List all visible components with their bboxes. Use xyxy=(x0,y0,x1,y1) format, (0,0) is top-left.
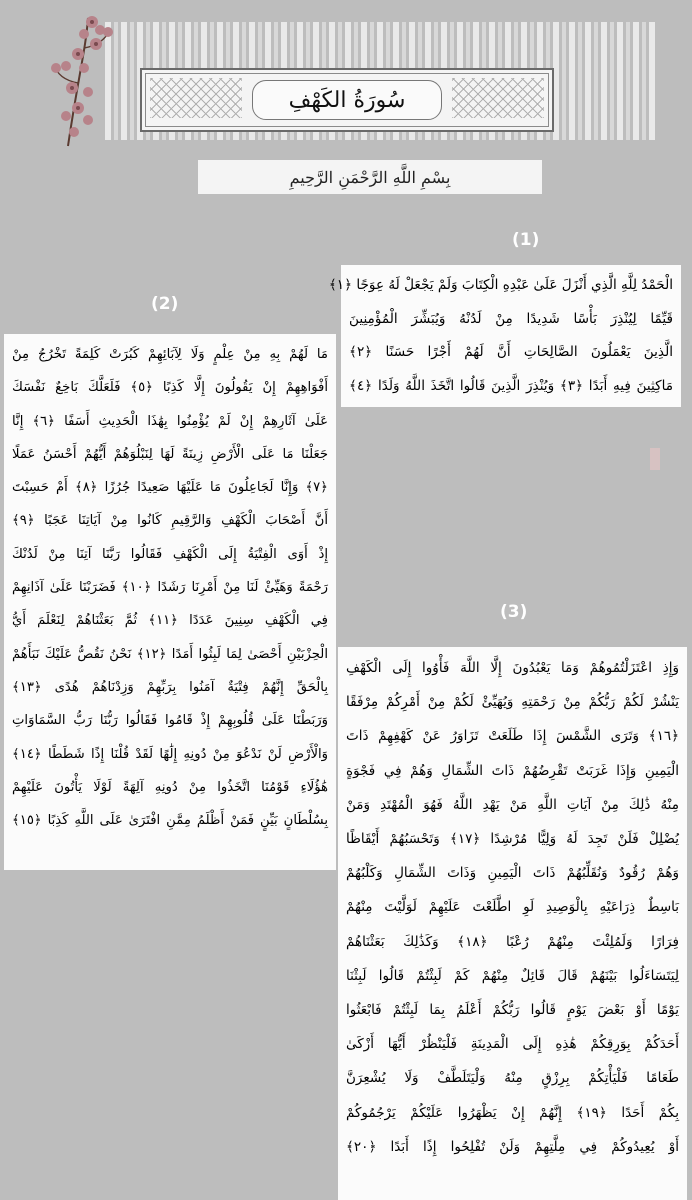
verse-line: بِكُمْ أَحَدًا ﴿١٩﴾ إِنَّهُمْ إِنْ يَظْهَرُوا عَلَيْكُمْ يَرْجُمُوكُمْ xyxy=(346,1104,679,1121)
verse-line: لِيَتَسَاءَلُوا بَيْنَهُمْ قَالَ قَائِلٌ مِنْهُمْ كَمْ لَبِثْتُمْ قَالُوا لَبِثْنَا xyxy=(346,967,679,984)
surah-title-frame xyxy=(140,68,554,132)
verse-line: طَعَامًا فَلْيَأْتِكُمْ بِرِزْقٍ مِنْهُ وَلْيَتَلَطَّفْ وَلَا يُشْعِرَنَّ xyxy=(346,1070,679,1087)
verses-panel-3 xyxy=(338,647,687,1200)
verse-line: مَا لَهُمْ بِهِ مِنْ عِلْمٍ وَلَا لِآبَائِهِمْ كَبُرَتْ كَلِمَةً تَخْرُجُ مِنْ xyxy=(12,347,328,362)
verse-line: وَهُمْ رُقُودٌ وَنُقَلِّبُهُمْ ذَاتَ الْيَمِينِ وَذَاتَ الشِّمَالِ وَكَلْبُهُمْ xyxy=(346,865,679,882)
verse-line: يَوْمًا أَوْ بَعْضَ يَوْمٍ قَالُوا رَبُّكُمْ أَعْلَمُ بِمَا لَبِثْتُمْ فَابْعَثُوا xyxy=(346,1002,679,1019)
verse-line: رَحْمَةً وَهَيِّئْ لَنَا مِنْ أَمْرِنَا رَشَدًا ﴿١٠﴾ فَضَرَبْنَا عَلَىٰ آذَانِهِمْ xyxy=(12,580,328,596)
verse-line: بِسُلْطَانٍ بَيِّنٍ فَمَنْ أَظْلَمُ مِمَّنِ افْتَرَىٰ عَلَى اللَّهِ كَذِبًا ﴿١٥﴾ xyxy=(12,813,328,829)
verse-line: ﴿٧﴾ وَإِنَّا لَجَاعِلُونَ مَا عَلَيْهَا صَعِيدًا جُرُزًا ﴿٨﴾ أَمْ حَسِبْتَ xyxy=(12,480,328,496)
verse-line: عَلَىٰ آثَارِهِمْ إِنْ لَمْ يُؤْمِنُوا بِهَٰذَا الْحَدِيثِ أَسَفًا ﴿٦﴾ إِنَّا xyxy=(12,413,328,429)
verse-line: الَّذِينَ يَعْمَلُونَ الصَّالِحَاتِ أَنَّ لَهُمْ أَجْرًا حَسَنًا ﴿٢﴾ xyxy=(349,344,673,360)
surah-title: سُورَةُ الكَهْفِ xyxy=(252,80,442,120)
verses-panel-1 xyxy=(328,265,681,407)
panel-label-1: (1) xyxy=(512,230,540,250)
verse-line: وَرَبَطْنَا عَلَىٰ قُلُوبِهِمْ إِذْ قَامُوا فَقَالُوا رَبُّنَا رَبُّ السَّمَاوَاتِ xyxy=(12,713,328,729)
flower-branch-icon xyxy=(48,8,118,148)
verse-line: مَاكِثِينَ فِيهِ أَبَدًا ﴿٣﴾ وَيُنْذِرَ الَّذِينَ قَالُوا اتَّخَذَ اللَّهُ وَلَدًا ﴿٤﴾ xyxy=(349,377,673,394)
basmala: بِسْمِ اللَّهِ الرَّحْمَنِ الرَّحِيمِ xyxy=(198,160,542,194)
panel-label-3: (3) xyxy=(500,602,528,622)
verse-line: جَعَلْنَا مَا عَلَى الْأَرْضِ زِينَةً لَهَا لِنَبْلُوَهُمْ أَيُّهُمْ أَحْسَنُ عَمَلًا xyxy=(12,446,328,462)
verse-line: الْحِزْبَيْنِ أَحْصَىٰ لِمَا لَبِثُوا أَمَدًا ﴿١٢﴾ نَحْنُ نَقُصُّ عَلَيْكَ نَبَأَهُمْ xyxy=(12,646,328,662)
verses-panel-2 xyxy=(4,334,336,870)
verse-line: أَوْ يُعِيدُوكُمْ فِي مِلَّتِهِمْ وَلَنْ تُفْلِحُوا إِذًا أَبَدًا ﴿٢٠﴾ xyxy=(346,1138,679,1155)
verse-line: فِي الْكَهْفِ سِنِينَ عَدَدًا ﴿١١﴾ ثُمَّ بَعَثْنَاهُمْ لِنَعْلَمَ أَيُّ xyxy=(12,613,328,629)
verse-line: قَيِّمًا لِيُنْذِرَ بَأْسًا شَدِيدًا مِنْ لَدُنْهُ وَيُبَشِّرَ الْمُؤْمِنِينَ xyxy=(349,310,673,327)
verse-line: مِنْهُ ذَٰلِكَ مِنْ آيَاتِ اللَّهِ مَنْ يَهْدِ اللَّهُ فَهُوَ الْمُهْتَدِ وَمَنْ xyxy=(346,796,679,813)
decorative-mark xyxy=(650,448,660,470)
verse-line: وَالْأَرْضِ لَنْ نَدْعُوَ مِنْ دُونِهِ إِلَٰهًا لَقَدْ قُلْنَا إِذًا شَطَطًا ﴿١٤﴾ xyxy=(12,746,328,762)
verse-line: إِذْ أَوَى الْفِتْيَةُ إِلَى الْكَهْفِ فَقَالُوا رَبَّنَا آتِنَا مِنْ لَدُنْكَ xyxy=(12,546,328,562)
verse-line: ﴿١٦﴾ وَتَرَى الشَّمْسَ إِذَا طَلَعَتْ تَزَاوَرُ عَنْ كَهْفِهِمْ ذَاتَ xyxy=(346,728,679,745)
verse-line: فِرَارًا وَلَمُلِئْتَ مِنْهُمْ رُعْبًا ﴿١٨﴾ وَكَذَٰلِكَ بَعَثْنَاهُمْ xyxy=(346,933,679,950)
ornament-pattern-left xyxy=(150,78,242,118)
verse-line: وَإِذِ اعْتَزَلْتُمُوهُمْ وَمَا يَعْبُدُونَ إِلَّا اللَّهَ فَأْوُوا إِلَى الْكَهْفِ xyxy=(346,660,679,676)
verse-line: يَنْشُرْ لَكُمْ رَبُّكُمْ مِنْ رَحْمَتِهِ وَيُهَيِّئْ لَكُمْ مِنْ أَمْرِكُمْ مِرْفَقًا xyxy=(346,694,679,711)
ornament-pattern-right xyxy=(452,78,544,118)
verse-line: يُضْلِلْ فَلَنْ تَجِدَ لَهُ وَلِيًّا مُرْشِدًا ﴿١٧﴾ وَتَحْسَبُهُمْ أَيْقَاظًا xyxy=(346,831,679,848)
verse-line: بَاسِطٌ ذِرَاعَيْهِ بِالْوَصِيدِ لَوِ اطَّلَعْتَ عَلَيْهِمْ لَوَلَّيْتَ مِنْهُمْ xyxy=(346,899,679,916)
verse-line: هَٰؤُلَاءِ قَوْمُنَا اتَّخَذُوا مِنْ دُونِهِ آلِهَةً لَوْلَا يَأْتُونَ عَلَيْهِمْ xyxy=(12,779,328,795)
verse-line: أَنَّ أَصْحَابَ الْكَهْفِ وَالرَّقِيمِ كَانُوا مِنْ آيَاتِنَا عَجَبًا ﴿٩﴾ xyxy=(12,513,328,529)
panel-label-2: (2) xyxy=(151,294,179,314)
verse-line: أَفْوَاهِهِمْ إِنْ يَقُولُونَ إِلَّا كَذِبًا ﴿٥﴾ فَلَعَلَّكَ بَاخِعٌ نَفْسَكَ xyxy=(12,380,328,396)
verse-line: الْيَمِينِ وَإِذَا غَرَبَتْ تَقْرِضُهُمْ ذَاتَ الشِّمَالِ وَهُمْ فِي فَجْوَةٍ xyxy=(346,762,679,779)
verse-line: بِالْحَقِّ إِنَّهُمْ فِتْيَةٌ آمَنُوا بِرَبِّهِمْ وَزِدْنَاهُمْ هُدًى ﴿١٣﴾ xyxy=(12,679,328,695)
verse-line: الْحَمْدُ لِلَّهِ الَّذِي أَنْزَلَ عَلَىٰ عَبْدِهِ الْكِتَابَ وَلَمْ يَجْعَلْ لَهُ عِوَجًا ﴿١﴾ xyxy=(328,277,673,293)
verse-line: أَحَدَكُمْ بِوَرِقِكُمْ هَٰذِهِ إِلَى الْمَدِينَةِ فَلْيَنْظُرْ أَيُّهَا أَزْكَىٰ xyxy=(346,1036,679,1053)
